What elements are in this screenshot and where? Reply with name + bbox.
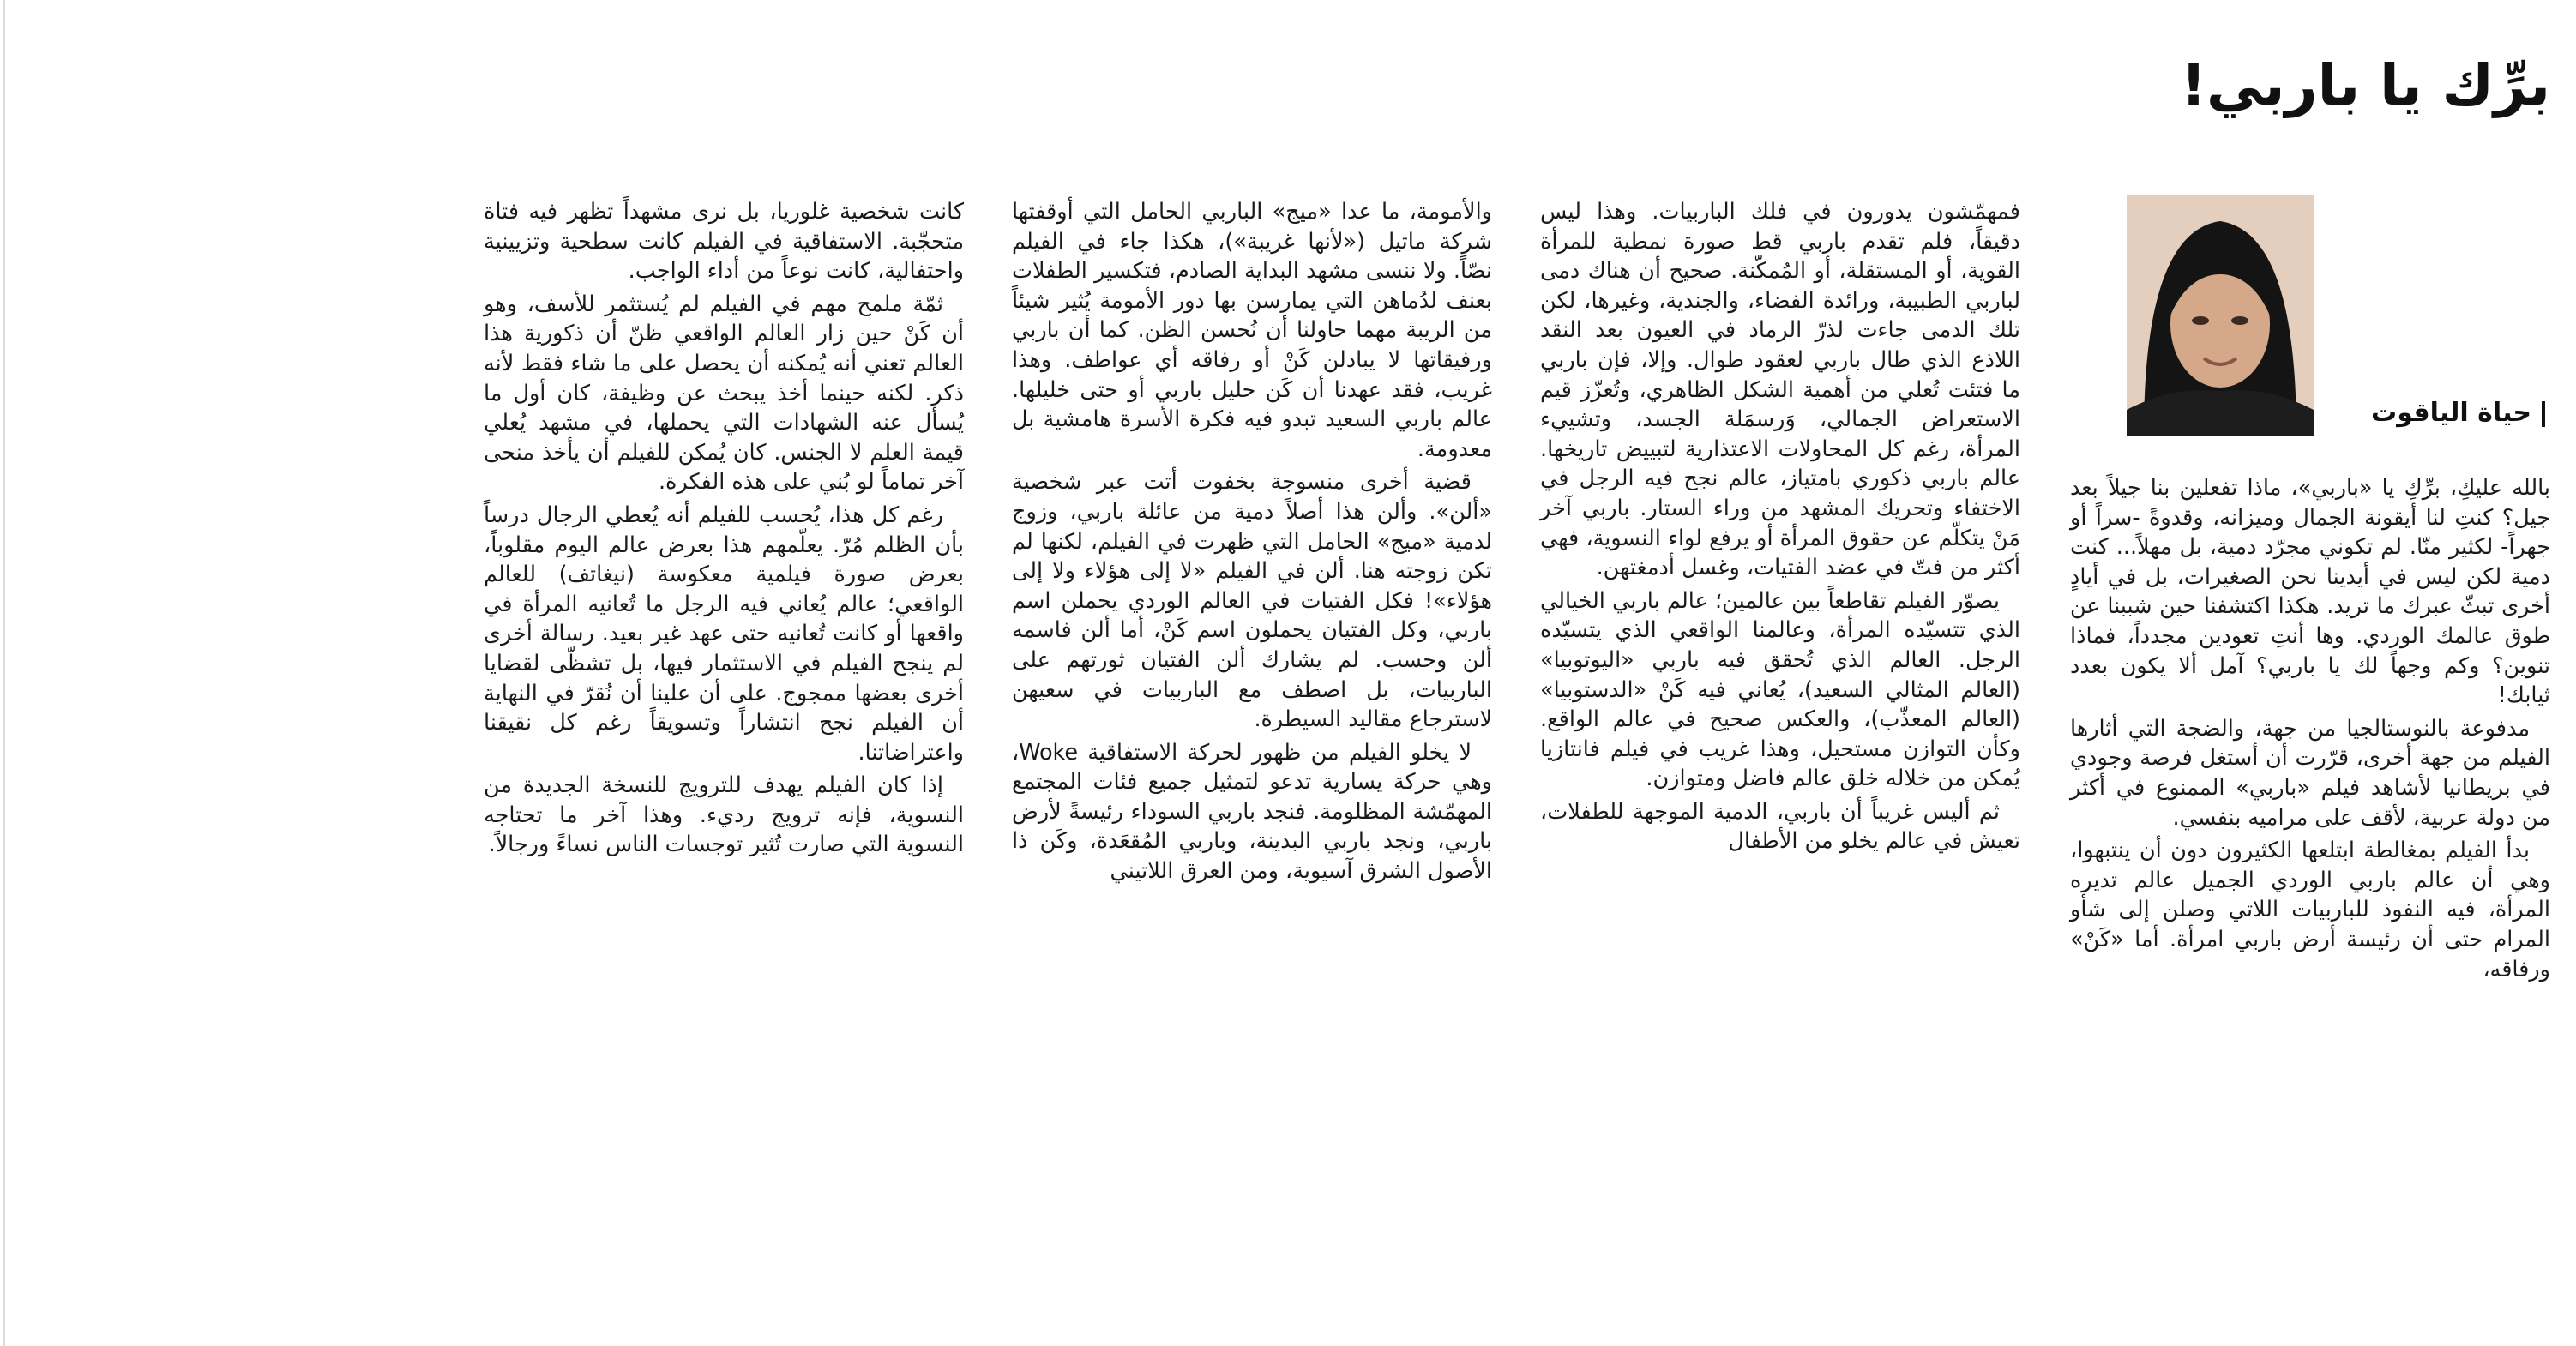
paragraph: والأمومة، ما عدا «ميج» الباربي الحامل التي أوقفتها شركة ماتيل («لأنها غريبة»)، هكذا جاء في الفيلم نصّاً. ولا ننسى مشهد البداية الصادم، فتكسير الطفلات بعنف لدُماهن التي يمارسن بها دور الأمومة يُثير شيئاً من الريبة مهما حاولنا أن نُحسن الظن. كما أن باربي ورفيقاتها لا يبادلن كَنْ أو رفاقه أي عواطف. وهذا غريب، فقد عهدنا أن كَن حليل باربي أو حتى خليلها. عالم باربي السعيد تبدو فيه فكرة الأسرة هامشية بل معدومة. [1012,199,1492,462]
paragraph: مدفوعة بالنوستالجيا من جهة، والضجة التي أثارها الفيلم من جهة أخرى، قرّرت أن أستغل فرصة وجودي في بريطانيا لأشاهد فيلم «باربي» الممنوع في أكثر من دولة عربية، لأقف على مراميه بنفسي. [2070,715,2550,831]
author-name: حياة الياقوت [2371,398,2531,428]
paragraph: ثم أليس غريباً أن باربي، الدمية الموجهة للطفلات، تعيش في عالم يخلو من الأطفال [1540,798,2020,855]
paragraph: رغم كل هذا، يُحسب للفيلم أنه يُعطي الرجال درساً بأن الظلم مُرّ. يعلّمهم هذا بعرض عالم اليوم مقلوباً، بعرض صورة فيلمية معكوسة (نيغاتف) للعالم الواقعي؛ عالم يُعاني فيه الرجل ما تُعانيه المرأة في واقعها أو كانت تُعانيه حتى عهد غير بعيد. رسالة أخرى لم ينجح الفيلم في الاستثمار فيها، بل تشظّى لقضايا أخرى بعضها ممجوج. على أن علينا أن نُقرّ في النهاية أن الفيلم نجح انتشاراً وتسويقاً رغم كل نقيقنا واعتراضاتنا. [484,502,964,766]
article-column-2 [1540,197,2020,860]
paragraph: قضية أخرى منسوجة بخفوت أتت عبر شخصية «ألن». وألن هذا أصلاً دمية من عائلة باربي، وزوج لدمية «ميج» الحامل التي ظهرت في الفيلم، لكنها لم تكن زوجته هنا. ألن في الفيلم «لا إلى هؤلاء ولا إلى هؤلاء»! فكل الفتيات في العالم الوردي يحملن اسم باربي، وكل الفتيان يحملون اسم كَنْ، أما ألن فاسمه ألن وحسب. لم يشارك ألن الفتيان ثورتهم على الباربيات، بل اصطف مع الباربيات في سعيهن لاسترجاع مقاليد السيطرة. [1012,469,1492,733]
paragraph: فمهمّشون يدورون في فلك الباربيات. وهذا ليس دقيقاً، فلم تقدم باربي قط صورة نمطية للمرأة القوية، أو المستقلة، أو المُمكّنة. صحيح أن هناك دمى لباربي الطبيبة، ورائدة الفضاء، والجندية، وغيرها، لكن تلك الدمى جاءت لذرّ الرماد في العيون بعد النقد اللاذع الذي طال باربي لعقود طوال. وإلا، فإن باربي ما فتئت تُعلي من أهمية الشكل الظاهري، وتُعزّز قيم الاستعراض الجمالي، وَرسمَلة الجسد، وتشييء المرأة، رغم كل المحاولات الاعتذارية لتبييض تاريخها. عالم باربي ذكوري بامتياز، عالم نجح فيه الرجل في الاختفاء وتحريك المشهد من وراء الستار. باربي آخر مَنْ يتكلّم عن حقوق المرأة أو يرفع لواء النسوية، فهي أكثر من فتّ في عضد الفتيات، وغسل أدمغتهن. [1540,199,2020,581]
paragraph: إذا كان الفيلم يهدف للترويج للنسخة الجديدة من النسوية، فإنه ترويج رديء. وهذا آخر ما تحتاجه النسوية التي صارت تُثير توجسات الناس نساءً ورجالاً. [484,772,964,858]
author-byline [2320,396,2545,430]
paragraph: لا يخلو الفيلم من ظهور لحركة الاستفاقية Woke، وهي حركة يسارية تدعو لتمثيل جميع فئات المجتمع المهمّشة المظلومة. فنجد باربي السوداء رئيسةً لأرض باربي، ونجد باربي البدينة، وباربي المُقعَدة، وكَن ذا الأصول الشرق آسيوية، ومن العرق اللاتيني [1012,739,1492,885]
page-edge-rule [3,0,5,1346]
paragraph: ثمّة ملمح مهم في الفيلم لم يُستثمر للأسف، وهو أن كَنْ حين زار العالم الواقعي ظنّ أن ذكورية هذا العالم تعني أنه يُمكنه أن يحصل على ما شاء فقط لأنه ذكر. لكنه حينما أخذ يبحث عن وظيفة، كان أول ما يُسأل عنه الشهادات التي يحملها، في مشهد يُعلي قيمة العلم لا الجنس. كان يُمكن للفيلم أن يأخذ منحى آخر تماماً لو بُني على هذه الفكرة. [484,291,964,496]
article-headline: برِّك يا باربي! [2180,52,2550,118]
paragraph: بالله عليكِ، برِّكِ يا «باربي»، ماذا تفعلين بنا جيلاً بعد جيل؟ كنتِ لنا أيقونة الجمال وميزانه، وقدوةً -سراً أو جهراً- لكثير منّا. لم تكوني مجرّد دمية، بل مهلاً... كنت دمية لكن ليس في أيدينا نحن الصغيرات، بل في أيادٍ أخرى تبثّ عبرك ما تريد. هكذا اكتشفنا حين شببنا عن طوق عالمك الوردي. وها أنتِ تعودين مجدداً، فماذا تنوين؟ وكم وجهاً لك يا باربي؟ آمل ألا يكون بعدد ثيابك! [2070,475,2550,709]
paragraph: بدأ الفيلم بمغالطة ابتلعها الكثيرون دون أن ينتبهوا، وهي أن عالم باربي الوردي الجميل عالم تديره المرأة، فيه النفوذ للباربيات اللاتي وصلن إلى شأو المرام حتى أن رئيسة أرض باربي امرأة. أما «كَنْ» ورفاقه، [2070,838,2550,982]
article-column-3 [1012,197,1492,890]
author-photo [2127,195,2314,436]
article-column-4 [484,197,964,863]
byline-bar [2542,401,2545,427]
paragraph: كانت شخصية غلوريا، بل نرى مشهداً تظهر فيه فتاة متحجّبة. الاستفاقية في الفيلم كانت سطحية وتزيينية واحتفالية، كانت نوعاً من أداء الواجب. [484,199,964,285]
paragraph: يصوّر الفيلم تقاطعاً بين عالمين؛ عالم باربي الخيالي الذي تتسيّده المرأة، وعالمنا الواقعي الذي يتسيّده الرجل. العالم الذي تُحقق فيه باربي «اليوتوبيا» (العالم المثالي السعيد)، يُعاني فيه كَنْ «الدستوبيا» (العالم المعذّب)، والعكس صحيح في عالم الواقع. وكأن التوازن مستحيل، وهذا غريب في فيلم فانتازيا يُمكن من خلاله خلق عالم فاضل ومتوازن. [1540,587,2020,792]
article-column-1 [2070,473,2550,988]
